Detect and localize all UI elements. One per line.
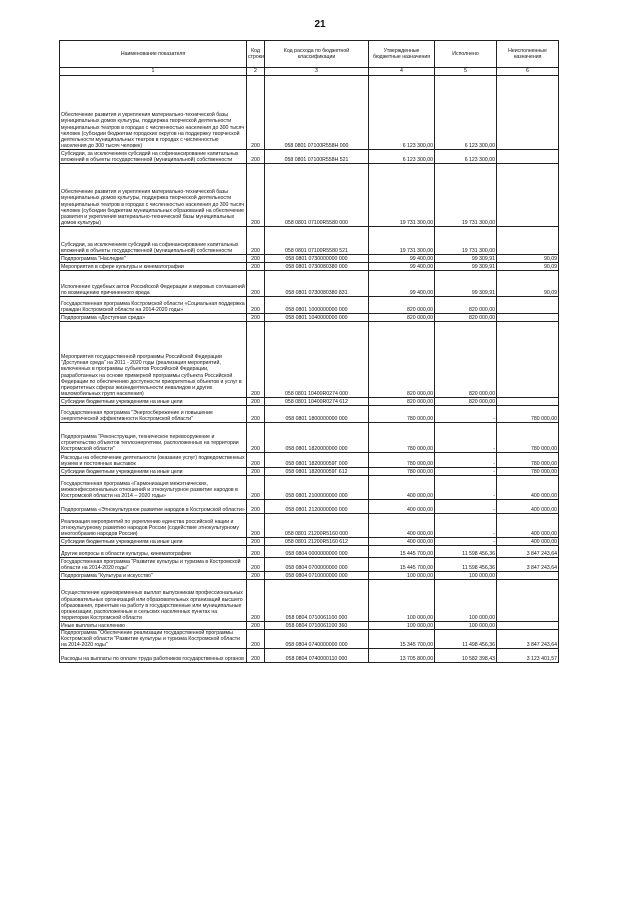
table-header-row xyxy=(60,41,559,68)
row-name: Субсидии бюджетным учреждениям на иные цели xyxy=(60,468,247,476)
row-kbk: 058 0804 0740000000 000 xyxy=(265,630,369,649)
header-code: Код строки xyxy=(247,41,265,68)
row-approved: 820 000,00 xyxy=(369,314,435,322)
row-unexecuted xyxy=(497,322,559,398)
row-code: 200 xyxy=(247,538,265,546)
row-executed: 6 123 300,00 xyxy=(435,150,497,164)
row-approved: 400 000,00 xyxy=(369,476,435,500)
row-unexecuted xyxy=(497,622,559,630)
row-kbk: 058 0801 21200R5160 612 xyxy=(265,538,369,546)
table-row xyxy=(60,500,559,514)
row-kbk: 058 0801 1820000000 000 xyxy=(265,423,369,453)
row-executed: 820 000,00 xyxy=(435,398,497,406)
row-name: Государственная программа «Гармонизация межэтнических, межконфессиональных отношений и этнокультурное развитие народов в Костромской области на 2014 – 2020 годы» xyxy=(60,476,247,500)
row-executed: - xyxy=(435,538,497,546)
row-executed: 6 123 300,00 xyxy=(435,76,497,150)
row-kbk: 058 0801 0730080380 000 xyxy=(265,263,369,271)
row-unexecuted: 3 123 401,57 xyxy=(497,649,559,663)
row-approved: 100 000,00 xyxy=(369,622,435,630)
row-code: 200 xyxy=(247,649,265,663)
row-name: Государственная программа "Развитие культуры и туризма в Костромской области на 2014-2020 годы" xyxy=(60,558,247,572)
row-unexecuted: 780 000,00 xyxy=(497,468,559,476)
row-kbk: 058 0804 0700000000 000 xyxy=(265,558,369,572)
row-name: Субсидии, за исключением субсидий на софинансирование капитальных вложений в объекты государственной (муниципальной) собственности xyxy=(60,150,247,164)
row-approved: 6 123 300,00 xyxy=(369,150,435,164)
row-approved: 13 705 800,00 xyxy=(369,649,435,663)
row-approved: 99 400,00 xyxy=(369,255,435,263)
row-kbk: 058 0801 1800000000 000 xyxy=(265,406,369,423)
row-name: Осуществление единовременных выплат выпускникам профессиональных образовательных организаций или образовательных организаций высшего образования, принятым на работу в государственные или муниципальные организации, расположенные в сельских населенных пунктах на территории Костромской области xyxy=(60,580,247,622)
row-kbk: 058 0801 10400R0274 000 xyxy=(265,322,369,398)
table-row xyxy=(60,423,559,453)
row-approved: 400 000,00 xyxy=(369,538,435,546)
table-row xyxy=(60,271,559,297)
row-name: Иные выплаты населению xyxy=(60,622,247,630)
row-unexecuted: 90,09 xyxy=(497,255,559,263)
row-unexecuted: 3 847 243,64 xyxy=(497,630,559,649)
row-executed: 11 598 456,36 xyxy=(435,546,497,558)
row-unexecuted: 400 000,00 xyxy=(497,514,559,538)
row-unexecuted: 400 000,00 xyxy=(497,538,559,546)
table-row xyxy=(60,546,559,558)
row-executed: - xyxy=(435,514,497,538)
row-executed: 100 000,00 xyxy=(435,572,497,580)
row-executed: 100 000,00 xyxy=(435,580,497,622)
row-unexecuted xyxy=(497,150,559,164)
row-approved: 15 345 700,00 xyxy=(369,630,435,649)
row-executed: 19 731 300,00 xyxy=(435,164,497,227)
col-num-5: 5 xyxy=(435,68,497,76)
row-kbk: 058 0801 07100R558Н 000 xyxy=(265,76,369,150)
row-code: 200 xyxy=(247,150,265,164)
table-row xyxy=(60,649,559,663)
row-executed: 820 000,00 xyxy=(435,314,497,322)
header-unexecuted: Неисполненные назначения xyxy=(497,41,559,68)
row-unexecuted xyxy=(497,398,559,406)
page-number: 21 xyxy=(314,19,326,30)
row-name: Мероприятия государственной программы Российской Федерации "Доступная среда" на 2011 - 2020 годы (реализация мероприятий, включенных в программы субъектов Российской Федерации, разработанных на основе примерной программы субъекта Российской Федерации по обеспечению доступности приоритетных объектов и услуг в приоритетных сферах жизнедеятельности инвалидов и других маломобильных групп населения) xyxy=(60,322,247,398)
row-name: Мероприятия в сфере культуры и кинематографии xyxy=(60,263,247,271)
row-name: Расходы на выплаты по оплате труда работников государственных органов xyxy=(60,649,247,663)
row-executed: - xyxy=(435,453,497,468)
table-row xyxy=(60,227,559,255)
table-row xyxy=(60,572,559,580)
row-approved: 820 000,00 xyxy=(369,322,435,398)
row-kbk: 058 0801 10400R0274 612 xyxy=(265,398,369,406)
row-name: Подпрограмма "Культура и искусство" xyxy=(60,572,247,580)
row-unexecuted: 3 847 243,64 xyxy=(497,546,559,558)
table-row xyxy=(60,255,559,263)
row-name: Подпрограмма "Наследие" xyxy=(60,255,247,263)
table-row xyxy=(60,322,559,398)
row-name: Субсидии, за исключением субсидий на софинансирование капитальных вложений в объекты государственной (муниципальной) собственности xyxy=(60,227,247,255)
table-row xyxy=(60,476,559,500)
row-kbk: 058 0804 0740000110 000 xyxy=(265,649,369,663)
row-code: 200 xyxy=(247,406,265,423)
table-row xyxy=(60,538,559,546)
row-code: 200 xyxy=(247,622,265,630)
row-kbk: 058 0804 0710061100 360 xyxy=(265,622,369,630)
row-name: Субсидии бюджетным учреждениям на иные цели xyxy=(60,398,247,406)
row-unexecuted: 3 847 243,64 xyxy=(497,558,559,572)
row-unexecuted xyxy=(497,227,559,255)
row-name: Другие вопросы в области культуры, кинематографии xyxy=(60,546,247,558)
row-kbk: 058 0801 21200R5160 000 xyxy=(265,514,369,538)
row-approved: 780 000,00 xyxy=(369,406,435,423)
row-unexecuted xyxy=(497,314,559,322)
row-executed: 99 309,91 xyxy=(435,263,497,271)
row-name: Обеспечение развития и укрепления материально-технической базы муниципальных домов культуры, поддержка творческой деятельности муниципальных театров в городах с численностью населения до 300 тысяч человек (субсидии бюджетам муниципальных образований на обеспечение развития и укрепления материально-технической базы муниципальных домов культуры) xyxy=(60,164,247,227)
row-name: Государственная программа "Энергосбережение и повышение энергетической эффективности Костромской области" xyxy=(60,406,247,423)
row-unexecuted: 400 000,00 xyxy=(497,476,559,500)
row-approved: 100 000,00 xyxy=(369,572,435,580)
row-approved: 100 000,00 xyxy=(369,580,435,622)
row-name: Расходы на обеспечение деятельности (оказание услуг) подведомственных музеев и постоянных выставок xyxy=(60,453,247,468)
row-executed: - xyxy=(435,423,497,453)
row-unexecuted: 400 000,00 xyxy=(497,500,559,514)
row-code: 200 xyxy=(247,314,265,322)
row-name: Реализация мероприятий по укреплению единства российской нации и этнокультурному развитию народов России (содействие этнокультурному многообразию народов России) xyxy=(60,514,247,538)
row-name: Подпрограмма «Этнокультурное развитие народов в Костромской области» xyxy=(60,500,247,514)
row-kbk: 058 0801 182000059Г 612 xyxy=(265,468,369,476)
header-name: Наименование показателя xyxy=(60,41,247,68)
row-approved: 780 000,00 xyxy=(369,453,435,468)
row-code: 200 xyxy=(247,297,265,314)
row-code: 200 xyxy=(247,514,265,538)
table-row xyxy=(60,558,559,572)
row-code: 200 xyxy=(247,76,265,150)
table-row xyxy=(60,580,559,622)
row-approved: 15 445 700,00 xyxy=(369,546,435,558)
table-row xyxy=(60,297,559,314)
row-approved: 400 000,00 xyxy=(369,500,435,514)
row-executed: 11 498 456,36 xyxy=(435,630,497,649)
table-row xyxy=(60,406,559,423)
row-code: 200 xyxy=(247,322,265,398)
row-code: 200 xyxy=(247,572,265,580)
row-executed: 11 598 456,36 xyxy=(435,558,497,572)
row-code: 200 xyxy=(247,164,265,227)
row-code: 200 xyxy=(247,580,265,622)
table-row xyxy=(60,453,559,468)
row-unexecuted xyxy=(497,76,559,150)
table-row xyxy=(60,622,559,630)
row-unexecuted xyxy=(497,164,559,227)
row-approved: 6 123 300,00 xyxy=(369,76,435,150)
row-approved: 820 000,00 xyxy=(369,297,435,314)
row-kbk: 058 0801 07100R5580 000 xyxy=(265,164,369,227)
col-num-1: 1 xyxy=(60,68,247,76)
row-executed: 820 000,00 xyxy=(435,322,497,398)
row-kbk: 058 0801 182000059Г 000 xyxy=(265,453,369,468)
row-approved: 820 000,00 xyxy=(369,398,435,406)
row-code: 200 xyxy=(247,398,265,406)
row-executed: - xyxy=(435,476,497,500)
row-unexecuted: 780 000,00 xyxy=(497,423,559,453)
row-executed: 10 582 398,43 xyxy=(435,649,497,663)
header-kbk: Код расхода по бюджетной классификации xyxy=(265,41,369,68)
row-unexecuted xyxy=(497,572,559,580)
row-unexecuted: 780 000,00 xyxy=(497,453,559,468)
row-name: Подпрограмма «Доступная среда» xyxy=(60,314,247,322)
col-num-2: 2 xyxy=(247,68,265,76)
row-code: 200 xyxy=(247,476,265,500)
row-unexecuted xyxy=(497,297,559,314)
row-executed: - xyxy=(435,468,497,476)
table-row xyxy=(60,76,559,150)
table-row xyxy=(60,514,559,538)
row-kbk: 058 0801 1000000000 000 xyxy=(265,297,369,314)
row-executed: - xyxy=(435,406,497,423)
row-executed: 100 000,00 xyxy=(435,622,497,630)
row-name: Подпрограмма "Реконструкция, техническое перевооружение и строительство объектов теплоэнергетики, расположенных на территории Костромской области" xyxy=(60,423,247,453)
row-executed: 19 731 300,00 xyxy=(435,227,497,255)
row-code: 200 xyxy=(247,263,265,271)
row-code: 200 xyxy=(247,500,265,514)
row-approved: 19 731 300,00 xyxy=(369,164,435,227)
row-kbk: 058 0804 0000000000 000 xyxy=(265,546,369,558)
row-kbk: 058 0804 0710061100 000 xyxy=(265,580,369,622)
row-code: 200 xyxy=(247,630,265,649)
table-row xyxy=(60,314,559,322)
row-unexecuted: 780 000,00 xyxy=(497,406,559,423)
row-code: 200 xyxy=(247,255,265,263)
row-unexecuted xyxy=(497,580,559,622)
row-kbk: 058 0801 0730080380 831 xyxy=(265,271,369,297)
row-unexecuted: 90,09 xyxy=(497,271,559,297)
table-row xyxy=(60,150,559,164)
table-row xyxy=(60,468,559,476)
row-name: Государственная программа Костромской области «Социальная поддержка граждан Костромской области на 2014-2020 годы» xyxy=(60,297,247,314)
col-num-6: 6 xyxy=(497,68,559,76)
budget-execution-table xyxy=(59,40,559,663)
row-approved: 400 000,00 xyxy=(369,514,435,538)
row-code: 200 xyxy=(247,558,265,572)
row-kbk: 058 0804 0710000000 000 xyxy=(265,572,369,580)
row-unexecuted: 90,09 xyxy=(497,263,559,271)
row-approved: 99 400,00 xyxy=(369,263,435,271)
header-executed: Исполнено xyxy=(435,41,497,68)
table-body xyxy=(60,76,559,663)
row-code: 200 xyxy=(247,227,265,255)
row-code: 200 xyxy=(247,453,265,468)
row-kbk: 058 0801 0730000000 000 xyxy=(265,255,369,263)
row-code: 200 xyxy=(247,423,265,453)
row-executed: - xyxy=(435,500,497,514)
table-row xyxy=(60,630,559,649)
col-num-3: 3 xyxy=(265,68,369,76)
table-row xyxy=(60,164,559,227)
row-kbk: 058 0801 07100R558Н 521 xyxy=(265,150,369,164)
row-approved: 15 445 700,00 xyxy=(369,558,435,572)
row-approved: 19 731 300,00 xyxy=(369,227,435,255)
table-row xyxy=(60,398,559,406)
row-name: Исполнение судебных актов Российской Федерации и мировых соглашений по возмещению причиненного вреда xyxy=(60,271,247,297)
row-kbk: 058 0801 2100000000 000 xyxy=(265,476,369,500)
row-code: 200 xyxy=(247,271,265,297)
row-executed: 99 309,91 xyxy=(435,271,497,297)
row-name: Подпрограмма "Обеспечение реализации государственной программы Костромской области "Развитие культуры и туризма Костромской области на 2014-2020 годы" xyxy=(60,630,247,649)
column-number-row xyxy=(60,68,559,76)
row-kbk: 058 0801 2120000000 000 xyxy=(265,500,369,514)
row-kbk: 058 0801 1040000000 000 xyxy=(265,314,369,322)
row-name: Обеспечение развития и укрепления материально-технической базы муниципальных домов культуры, поддержка творческой деятельности муниципальных театров в городах с численностью населения до 300 тысяч человек (субсидии бюджетам городских округов на поддержку творческой деятельности муниципальных театров в городах с численностью населения до 300 тысяч человек) xyxy=(60,76,247,150)
row-name: Субсидии бюджетным учреждениям на иные цели xyxy=(60,538,247,546)
header-approved: Утвержденные бюджетные назначения xyxy=(369,41,435,68)
row-approved: 780 000,00 xyxy=(369,423,435,453)
row-executed: 820 000,00 xyxy=(435,297,497,314)
row-approved: 780 000,00 xyxy=(369,468,435,476)
row-code: 200 xyxy=(247,546,265,558)
table-row xyxy=(60,263,559,271)
row-code: 200 xyxy=(247,468,265,476)
row-approved: 99 400,00 xyxy=(369,271,435,297)
row-kbk: 058 0801 07100R5580 521 xyxy=(265,227,369,255)
row-executed: 99 309,91 xyxy=(435,255,497,263)
col-num-4: 4 xyxy=(369,68,435,76)
